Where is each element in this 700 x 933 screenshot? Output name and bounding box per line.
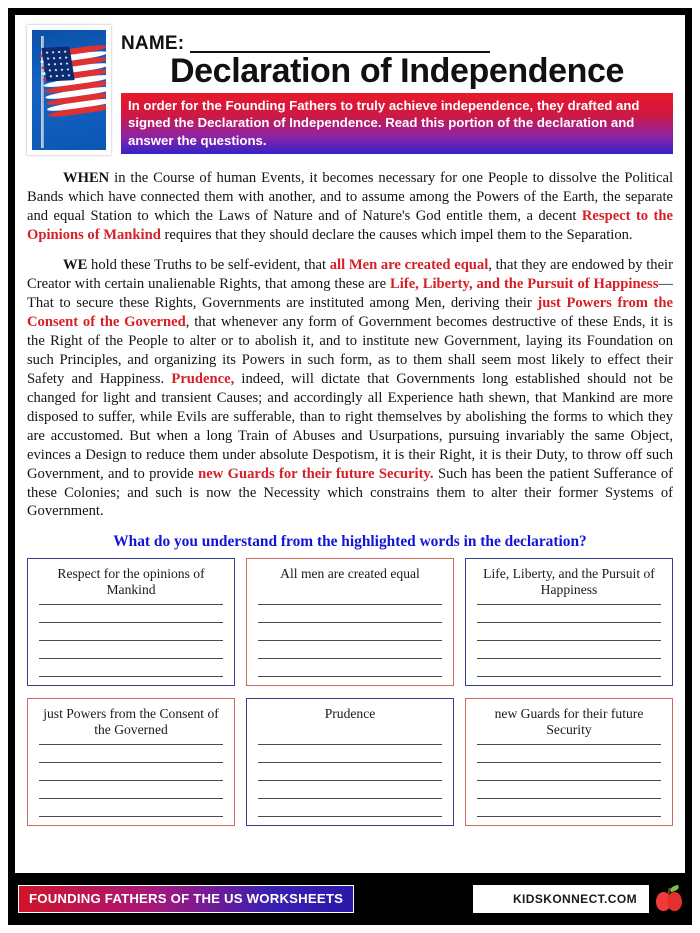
intro-banner: In order for the Founding Fathers to truly achieve independence, they drafted and signed the Declaration of Independence. Read this portion of the declaration and answer the questions. <box>121 93 673 155</box>
answer-write-line[interactable] <box>477 676 661 677</box>
answer-write-line[interactable] <box>258 816 442 817</box>
footer-badge: FOUNDING FATHERS OF THE US WORKSHEETS <box>18 885 354 913</box>
worksheet-footer <box>8 873 692 925</box>
page-frame <box>8 8 692 925</box>
footer-site-label: KIDSKONNECT.COM <box>473 885 649 913</box>
answer-box-title: Respect for the opinions of Mankind <box>57 566 205 597</box>
answer-write-line[interactable] <box>477 762 661 763</box>
answer-write-line[interactable] <box>258 604 442 605</box>
answer-write-line[interactable] <box>258 658 442 659</box>
answer-box[interactable] <box>246 558 454 686</box>
worksheet-header <box>27 25 673 165</box>
answer-write-line[interactable] <box>477 780 661 781</box>
answer-write-line[interactable] <box>39 604 223 605</box>
answer-write-line[interactable] <box>258 780 442 781</box>
name-input-line[interactable] <box>190 34 490 53</box>
answer-write-line[interactable] <box>39 744 223 745</box>
answer-write-line[interactable] <box>39 798 223 799</box>
answer-box-title: Prudence <box>324 706 376 722</box>
passage-paragraph-2: WE hold these Truths to be self-evident, that all Men are created equal, that they are endowed by their Creator with certain unalienable Rights, that among these are Life, Liberty, and the Pursuit of Happiness—That to secure these Rights, Governments are instituted among Men, deriving their just Powers from the Consent of the Governed, that whenever any form of Government becomes destructive of these Ends, it is the Right of the People to alter or to abolish it, and to institute new Government, laying its Foundation on such Principles, and organizing its Powers in such form, as to them shall seem most likely to effect their Safety and Happiness. Prudence, indeed, will dictate that Governments long established should not be changed for light and transient Causes; and accordingly all Experience hath shewn, that Mankind are more disposed to suffer, while Evils are sufferable, than to right themselves by abolishing the forms to which they are accustomed. But when a long Train of Abuses and Usurpations, pursuing invariably the same Object, evinces a Design to reduce them under absolute Despotism, it is their Right, it is their Duty, to throw off such Government, and to provide new Guards for their future Security. Such has been the patient Sufferance of these Colonies; and such is now the Necessity which constrains them to alter their former Systems of Government. <box>27 256 674 520</box>
answer-write-line[interactable] <box>258 640 442 641</box>
answer-box-lines[interactable] <box>37 604 225 677</box>
answer-box-lines[interactable] <box>475 744 663 817</box>
answer-write-line[interactable] <box>39 780 223 781</box>
apple-body-right <box>667 892 682 911</box>
answer-write-line[interactable] <box>477 798 661 799</box>
answer-write-line[interactable] <box>258 676 442 677</box>
answer-box-lines[interactable] <box>256 604 444 677</box>
answer-write-line[interactable] <box>258 798 442 799</box>
apple-icon <box>656 886 682 912</box>
passage-paragraph-1: WHEN in the Course of human Events, it becomes necessary for one People to dissolve the Political Bands which have connected them with another, and to assume among the Powers of the Earth, the separate and equal Station to which the Laws of Nature and of Nature's God entitle them, a decent Respect to the Opinions of Mankind requires that they should declare the causes which impel them to the Separation. <box>27 170 673 243</box>
answer-write-line[interactable] <box>39 658 223 659</box>
answer-write-line[interactable] <box>39 816 223 817</box>
answer-write-line[interactable] <box>477 816 661 817</box>
answer-write-line[interactable] <box>258 744 442 745</box>
answer-write-line[interactable] <box>477 640 661 641</box>
answer-box[interactable] <box>27 698 235 826</box>
page-title: Declaration of Independence <box>170 52 624 90</box>
answer-box-grid <box>27 558 673 826</box>
answer-box-title: just Powers from the Consent of the Governed <box>43 706 219 737</box>
us-flag-image <box>27 25 111 155</box>
answer-box[interactable] <box>465 558 673 686</box>
declaration-passage <box>27 169 673 521</box>
answer-box-lines[interactable] <box>475 604 663 677</box>
answer-write-line[interactable] <box>39 640 223 641</box>
answer-box-title: Life, Liberty, and the Pursuit of Happiness <box>483 566 655 597</box>
answer-write-line[interactable] <box>258 622 442 623</box>
answer-write-line[interactable] <box>477 744 661 745</box>
answer-write-line[interactable] <box>477 658 661 659</box>
answer-write-line[interactable] <box>477 622 661 623</box>
name-row <box>121 27 673 53</box>
answer-box[interactable] <box>246 698 454 826</box>
answer-box-lines[interactable] <box>256 744 444 817</box>
name-label: NAME: <box>121 33 185 54</box>
answer-box-lines[interactable] <box>37 744 225 817</box>
us-flag-icon <box>32 30 106 150</box>
answer-box-title: All men are created equal <box>280 566 420 582</box>
answer-write-line[interactable] <box>39 622 223 623</box>
flag-canton <box>41 46 74 81</box>
answer-box[interactable] <box>465 698 673 826</box>
answer-write-line[interactable] <box>258 762 442 763</box>
question-prompt: What do you understand from the highlighted words in the declaration? <box>113 533 587 551</box>
answer-write-line[interactable] <box>477 604 661 605</box>
answer-box-title: new Guards for their future Security <box>494 706 644 737</box>
answer-box[interactable] <box>27 558 235 686</box>
header-text-column <box>121 25 673 154</box>
answer-write-line[interactable] <box>39 762 223 763</box>
answer-write-line[interactable] <box>39 676 223 677</box>
